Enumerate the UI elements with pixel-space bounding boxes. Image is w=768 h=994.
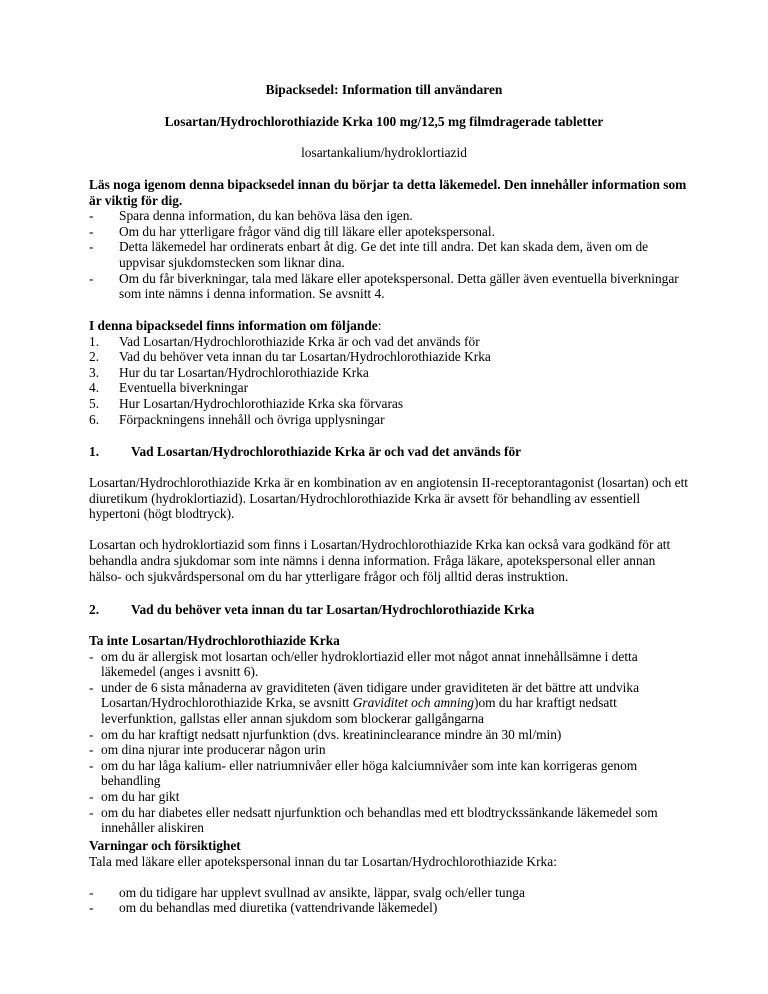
list-item: - Om du har ytterligare frågor vänd dig till läkare eller apotekspersonal. — [89, 223, 495, 239]
list-item: 4. Eventuella biverkningar — [89, 380, 249, 396]
product-name: Losartan/Hydrochlorothiazide Krka 100 mg/12,5 mg filmdragerade tabletter — [164, 114, 604, 129]
list-item: 5. Hur Losartan/Hydrochlorothiazide Krka ska förvaras — [89, 395, 404, 411]
list-item: - om du tidigare har upplevt svullnad av ansikte, läppar, svalg och/eller tunga — [89, 884, 525, 900]
list-item: - Detta läkemedel har ordinerats enbart åt dig. Ge det inte till andra. Det kan skada dem, även om de uppvisar sjukdomstecken som liknar dina. — [89, 239, 649, 270]
list-item: - om du är allergisk mot losartan och/eller hydroklortiazid eller mot något annat innehållsämne i detta läkemedel (anges i avsnitt 6). — [89, 648, 638, 680]
warnings-section — [89, 838, 689, 916]
contraindications-section — [89, 633, 689, 836]
list-item: - om du behandlas med diuretika (vattendrivande läkemedel) — [89, 900, 438, 916]
document-page: Bipacksedel: Information till användaren Losartan/Hydrochlorothiazide Krka 100 mg/12,5 mg filmdragerade tabletter losartankalium/hydroklortiazid Läs noga igenom denna bipacksedel innan du börjar ta detta läkemedel. Den innehåller information som är viktig för dig. - Spara denna information, du kan behöva läsa den igen. - Om du har ytterligare frågor vänd dig till läkare eller apotekspersonal. - Detta läkemedel har ordinerats enbart åt dig. Ge det inte till andra. Det kan skada dem, även om de uppvisar sjukdomstecken som liknar dina. - Om du får biverkningar, tala med läkare eller apotekspersonal. Detta gäller även eventuella biverkningar som inte nämns i denna information. Se avsnitt 4. I denna bipacksedel finns information om följande: 1. Vad Losartan/Hydrochlorothiazide Krka är och vad det används för 2. Vad du behöver veta innan du tar Losartan/Hydrochlorothiazide Krka 3. Hur du tar Losartan/Hydrochlorothiazide Krka 4. Eventuella biverkningar 5. Hur Losartan/Hydrochlorothiazide Krka ska förvaras 6. Förpackningens innehåll och övriga upplysningar 1. Vad Losartan/Hydrochlorothiazide Krka är och vad det används för Losartan/Hydrochlorothiazide Krka är en kombination av en angiotensin II-receptorantagonist (losartan) och ett diuretikum (hydroklortiazid). Losartan/Hydrochlorothiazide Krka är avsett för behandling av essentiell hypertoni (högt blodtryck). Losartan och hydroklortiazid som finns i Losartan/Hydrochlorothiazide Krka kan också vara godkänd för att behandla andra sjukdomar som inte nämns i denna information. Fråga läkare, apotekspersonal eller annan hälso- och sjukvårdspersonal om du har ytterligare frågor och följ alltid deras instruktion. 2. Vad du behöver veta innan du tar Losartan/Hydrochlorothiazide Krka Ta inte Losartan/Hydrochlorothiazide Krka - om du är allergisk mot losartan och/eller hydroklortiazid eller mot något annat innehållsämne i detta läkemedel (anges i avsnitt 6). - under de 6 sista månaderna av graviditeten (även tidigare under graviditeten är det bättre att undvika Losartan/Hydrochlorothiazide Krka, se avsnitt Graviditet och amning)om du har kraftigt nedsatt leverfunktion, gallstas eller annan sjukdom som blockerar gallgångarna - om du har kraftigt nedsatt njurfunktion (dvs. kreatininclearance mindre än 30 ml/min) - om dina njurar inte producerar någon urin - om du har låga kalium- eller natriumnivåer eller höga kalciumnivåer som inte kan korrigeras genom behandling - om du har gikt - om du har diabetes eller nedsatt njurfunktion och behandlas med ett blodtryckssänkande läkemedel som innehåller aliskiren Varningar och försiktighet Tala med läkare eller apotekspersonal innan du tar Losartan/Hydrochlorothiazide Krka: - om du tidigare har upplevt svullnad av ansikte, läppar, svalg och/eller tunga - om du behandlas med diuretika (vattendrivande läkemedel) — [0, 0, 768, 994]
list-item: - om dina njurar inte producerar någon urin — [89, 742, 326, 758]
active-substances: losartankalium/hydroklortiazid — [301, 145, 467, 160]
intro-heading: Läs noga igenom denna bipacksedel innan du börjar ta detta läkemedel. Den innehåller information som är viktig för dig. — [89, 177, 687, 208]
list-item: - Spara denna information, du kan behöva läsa den igen. — [89, 208, 413, 224]
list-item: - om du har gikt — [89, 788, 180, 804]
leaflet-title: Bipacksedel: Information till användaren — [265, 82, 503, 97]
list-item: - om du har kraftigt nedsatt njurfunktion (dvs. kreatininclearance mindre än 30 ml/min) — [89, 726, 562, 742]
warnings-heading: Varningar och försiktighet — [89, 838, 241, 853]
section-1-body — [89, 475, 689, 584]
list-item: 2. Vad du behöver veta innan du tar Losartan/Hydrochlorothiazide Krka — [89, 349, 491, 365]
list-item: 3. Hur du tar Losartan/Hydrochlorothiazide Krka — [89, 364, 369, 380]
list-item: - om du har låga kalium- eller natriumnivåer eller höga kalciumnivåer som inte kan korrigeras genom behandling — [89, 757, 638, 789]
warnings-intro: Tala med läkare eller apotekspersonal innan du tar Losartan/Hydrochlorothiazide Krka: — [89, 853, 557, 869]
paragraph: Losartan/Hydrochlorothiazide Krka är en kombination av en angiotensin II-receptorantagonist (losartan) och ett diuretikum (hydroklortiazid). Losartan/Hydrochlorothiazide Krka är avsett för behandling av essentiell hypertoni (högt blodtryck). — [89, 475, 689, 522]
list-item: 6. Förpackningens innehåll och övriga upplysningar — [89, 411, 385, 427]
contents-heading: I denna bipacksedel finns information om följande: — [89, 318, 382, 333]
list-item: - Om du får biverkningar, tala med läkare eller apotekspersonal. Detta gäller även eventuella biverkningar som inte nämns i denna information. Se avsnitt 4. — [89, 270, 679, 302]
list-item: - under de 6 sista månaderna av graviditeten (även tidigare under graviditeten är det bättre att undvika Losartan/Hydrochlorothiazide Krka, se avsnitt Graviditet och amning)om du har kraftigt nedsatt leverfunktion, gallstas eller annan sjukdom som blockerar gallgångarna — [89, 679, 640, 726]
list-item: - om du har diabetes eller nedsatt njurfunktion och behandlas med ett blodtryckssänkande läkemedel som innehåller aliskiren — [89, 804, 658, 836]
intro-section — [89, 177, 689, 302]
paragraph: Losartan och hydroklortiazid som finns i Losartan/Hydrochlorothiazide Krka kan också vara godkänd för att behandla andra sjukdomar som inte nämns i denna information. Fråga läkare, apotekspersonal eller annan hälso- och sjukvårdspersonal om du har ytterligare frågor och följ alltid deras instruktion. — [89, 537, 671, 584]
list-item: 1. Vad Losartan/Hydrochlorothiazide Krka är och vad det används för — [89, 333, 480, 349]
contraindications-heading: Ta inte Losartan/Hydrochlorothiazide Krka — [89, 633, 340, 648]
contents-section — [89, 318, 689, 427]
